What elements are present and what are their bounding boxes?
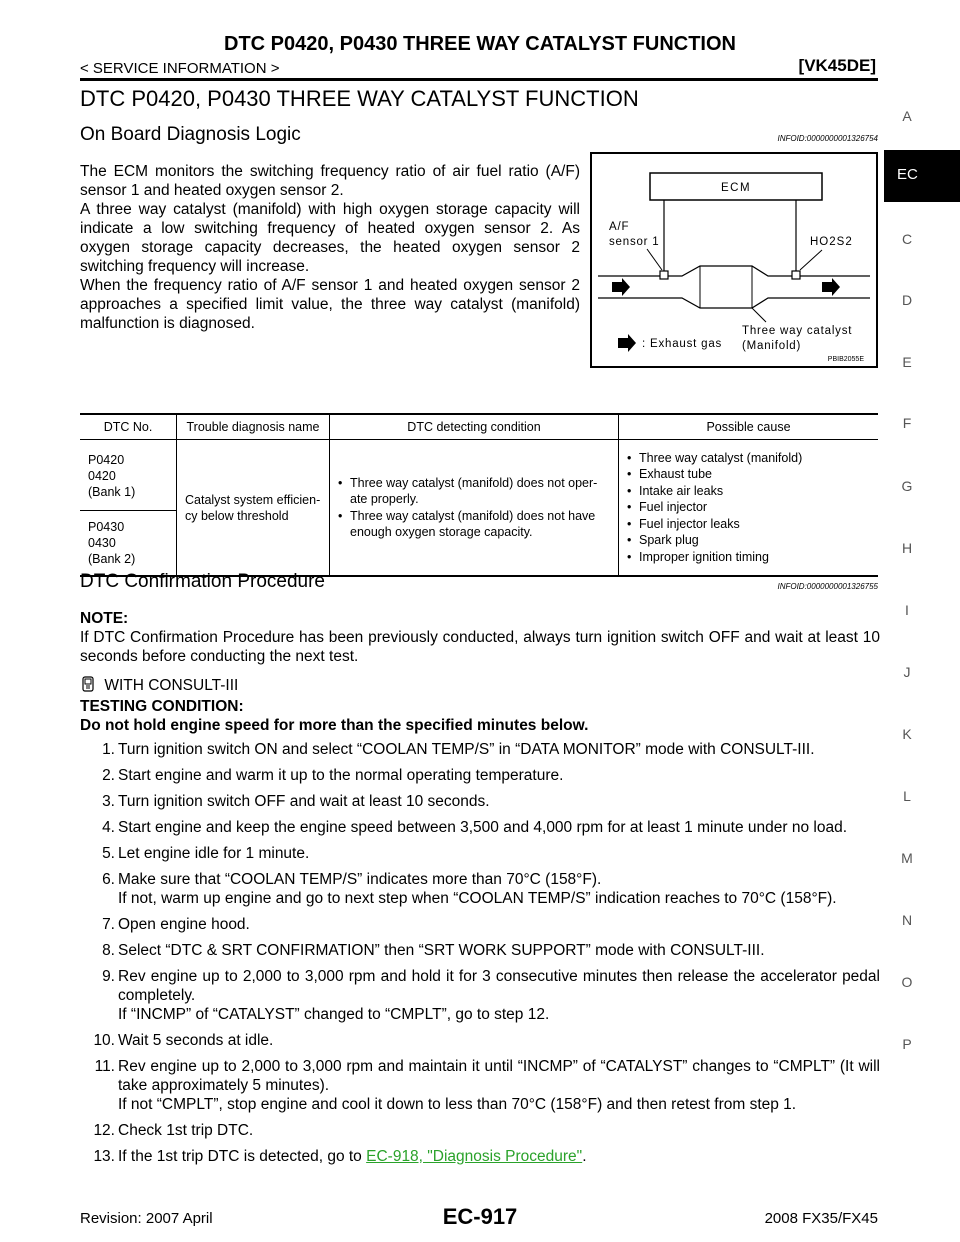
trouble-name-cell: Catalyst system efficien-cy below threshold bbox=[177, 440, 330, 577]
list-item: 2. Start engine and warm it up to the normal operating temperature. bbox=[102, 767, 564, 784]
list-item: 4. Start engine and keep the engine speed between 3,500 and 4,000 rpm for at least 1 minute under no load. bbox=[102, 819, 848, 836]
twc-label-2: (Manifold) bbox=[742, 340, 802, 352]
testing-block bbox=[80, 697, 880, 735]
diagnosis-procedure-link[interactable]: EC-918, "Diagnosis Procedure" bbox=[366, 1148, 583, 1165]
note-text: If DTC Confirmation Procedure has been previously conducted, always turn ignition switch OFF and wait at least 10 seconds before conducting the next test. bbox=[80, 629, 880, 665]
list-item: 12. Check 1st trip DTC. bbox=[93, 1122, 254, 1139]
testing-label: TESTING CONDITION: bbox=[80, 698, 244, 715]
cause-item: • Fuel injector bbox=[627, 499, 870, 516]
col-trouble-name: Trouble diagnosis name bbox=[177, 414, 330, 440]
col-possible-cause: Possible cause bbox=[619, 414, 879, 440]
consult-line bbox=[80, 676, 880, 695]
index-tab-c[interactable]: C bbox=[901, 231, 913, 247]
obd-para-1: The ECM monitors the switching frequency ratio of air fuel ratio (A/F) sensor 1 and heated oxygen sensor 2. bbox=[80, 163, 580, 199]
af-sensor bbox=[660, 271, 668, 279]
pipe-top bbox=[598, 266, 870, 276]
twc-label-1: Three way catalyst bbox=[742, 325, 853, 337]
header-title: DTC P0420, P0430 THREE WAY CATALYST FUNCTION bbox=[224, 33, 736, 55]
figure-code: PBIB2055E bbox=[827, 356, 864, 363]
index-tab-j[interactable]: J bbox=[903, 664, 911, 680]
legend-label: : Exhaust gas bbox=[642, 338, 723, 350]
index-tab-k[interactable]: K bbox=[902, 726, 912, 742]
obd-heading: On Board Diagnosis Logic bbox=[80, 124, 301, 145]
ho2s2-sensor bbox=[792, 271, 800, 279]
obd-text bbox=[80, 162, 580, 333]
index-tab-o[interactable]: O bbox=[901, 974, 913, 990]
cause-item: • Fuel injector leaks bbox=[627, 516, 870, 533]
note-block bbox=[80, 609, 880, 666]
list-item: 7. Open engine hood. bbox=[102, 916, 250, 933]
index-tab-h[interactable]: H bbox=[901, 540, 913, 556]
catalyst-diagram-svg bbox=[592, 154, 876, 366]
footer-page-number: EC-917 bbox=[442, 1204, 518, 1229]
af-label-2: sensor 1 bbox=[609, 236, 660, 248]
table-header-row bbox=[80, 414, 878, 440]
header-engine: [VK45DE] bbox=[798, 56, 876, 75]
index-tab-ec-active[interactable]: EC bbox=[884, 150, 960, 202]
obd-para-3: When the frequency ratio of A/F sensor 1 and heated oxygen sensor 2 approaches a specified limit value, the three way catalyst (manifold) malfunction is diagnosed. bbox=[80, 277, 580, 332]
list-item: 6. Make sure that “COOLAN TEMP/S” indicates more than 70°C (158°F). If not, warm up engine and go to next step when “COOLAN TEMP/S” indication reaches to 70°C (158°F). bbox=[102, 871, 837, 907]
cause-item: • Three way catalyst (manifold) bbox=[627, 450, 870, 467]
procedure-steps bbox=[93, 740, 880, 1173]
confirm-heading: DTC Confirmation Procedure bbox=[80, 571, 325, 592]
detect-condition-cell bbox=[330, 440, 619, 577]
header-section: < SERVICE INFORMATION > bbox=[80, 60, 280, 77]
condition-item: • Three way catalyst (manifold) does not oper-ate properly. bbox=[338, 475, 610, 508]
index-tab-i[interactable]: I bbox=[905, 602, 909, 618]
col-dtc-no: DTC No. bbox=[80, 414, 177, 440]
af-label-1: A/F bbox=[609, 221, 630, 233]
exhaust-arrow-in bbox=[612, 278, 630, 296]
cause-item: • Spark plug bbox=[627, 532, 870, 549]
list-item: 5. Let engine idle for 1 minute. bbox=[102, 845, 310, 862]
page-heading: DTC P0420, P0430 THREE WAY CATALYST FUNCTION bbox=[80, 86, 639, 111]
dtc-bank2: P0430 0430 (Bank 2) bbox=[80, 511, 177, 577]
header-rule bbox=[80, 78, 878, 81]
ho2s2-leader bbox=[800, 250, 822, 270]
confirm-infoid: INFOID:0000000001326755 bbox=[777, 582, 878, 591]
index-tab-e[interactable]: E bbox=[902, 354, 912, 370]
dtc-table bbox=[80, 413, 878, 577]
list-item: 3. Turn ignition switch OFF and wait at least 10 seconds. bbox=[102, 793, 490, 810]
index-tab-f[interactable]: F bbox=[902, 415, 912, 431]
twc-leader bbox=[752, 308, 766, 322]
footer-model: 2008 FX35/FX45 bbox=[764, 1210, 878, 1227]
index-tab-p[interactable]: P bbox=[902, 1036, 912, 1052]
possible-cause-cell bbox=[619, 440, 879, 577]
index-tab-n[interactable]: N bbox=[901, 912, 913, 928]
condition-item: • Three way catalyst (manifold) does not have enough oxygen storage capacity. bbox=[338, 508, 610, 541]
list-item: 9. Rev engine up to 2,000 to 3,000 rpm and hold it for 3 consecutive minutes then release the accelerator pedal completely. If “INCMP” of “CATALYST” changed to “CMPLT”, go to step 12. bbox=[102, 968, 880, 1023]
index-tab-a[interactable]: A bbox=[902, 108, 912, 124]
cause-item: • Intake air leaks bbox=[627, 483, 870, 500]
index-tab-d[interactable]: D bbox=[901, 292, 913, 308]
cause-item: • Exhaust tube bbox=[627, 466, 870, 483]
table-row bbox=[80, 440, 878, 511]
note-label: NOTE: bbox=[80, 610, 129, 627]
ecm-label: ECM bbox=[720, 182, 752, 194]
exhaust-arrow-out bbox=[822, 278, 840, 296]
consult-label: WITH CONSULT-III bbox=[104, 677, 239, 694]
list-item: 10. Wait 5 seconds at idle. bbox=[93, 1032, 274, 1049]
consult-icon bbox=[80, 676, 96, 692]
footer-revision: Revision: 2007 April bbox=[80, 1210, 213, 1227]
index-tab-m[interactable]: M bbox=[901, 850, 913, 866]
cause-item: • Improper ignition timing bbox=[627, 549, 870, 566]
af-leader bbox=[647, 249, 662, 270]
index-tab-g[interactable]: G bbox=[901, 478, 913, 494]
legend-arrow bbox=[618, 334, 636, 352]
list-item: 8. Select “DTC & SRT CONFIRMATION” then “SRT WORK SUPPORT” mode with CONSULT-III. bbox=[102, 942, 765, 959]
col-detect-condition: DTC detecting condition bbox=[330, 414, 619, 440]
testing-text: Do not hold engine speed for more than the specified minutes below. bbox=[80, 717, 589, 734]
pipe-bottom bbox=[598, 298, 870, 308]
list-item: 13. If the 1st trip DTC is detected, go to EC-918, "Diagnosis Procedure". bbox=[93, 1148, 587, 1165]
dtc-bank1: P0420 0420 (Bank 1) bbox=[80, 440, 177, 511]
index-tab-l[interactable]: L bbox=[903, 788, 911, 804]
obd-para-2: A three way catalyst (manifold) with high oxygen storage capacity will indicate a low switching frequency of heated oxygen sensor 2. As oxygen storage capacity decreases, the heated oxygen sensor 2 switching frequency will increase. bbox=[80, 201, 580, 275]
list-item: 1. Turn ignition switch ON and select “COOLAN TEMP/S” in “DATA MONITOR” mode with CONSULT-III. bbox=[102, 741, 815, 758]
list-item: 11. Rev engine up to 2,000 to 3,000 rpm and maintain it until “INCMP” of “CATALYST” changes to “CMPLT” (It will take approximately 5 minutes). If not “CMPLT”, stop engine and cool it down to less than 70°C (158°F) and then retest from step 1. bbox=[94, 1058, 880, 1113]
ho2s2-label: HO2S2 bbox=[810, 236, 853, 248]
catalyst-diagram bbox=[590, 152, 878, 368]
obd-infoid: INFOID:0000000001326754 bbox=[777, 134, 878, 143]
